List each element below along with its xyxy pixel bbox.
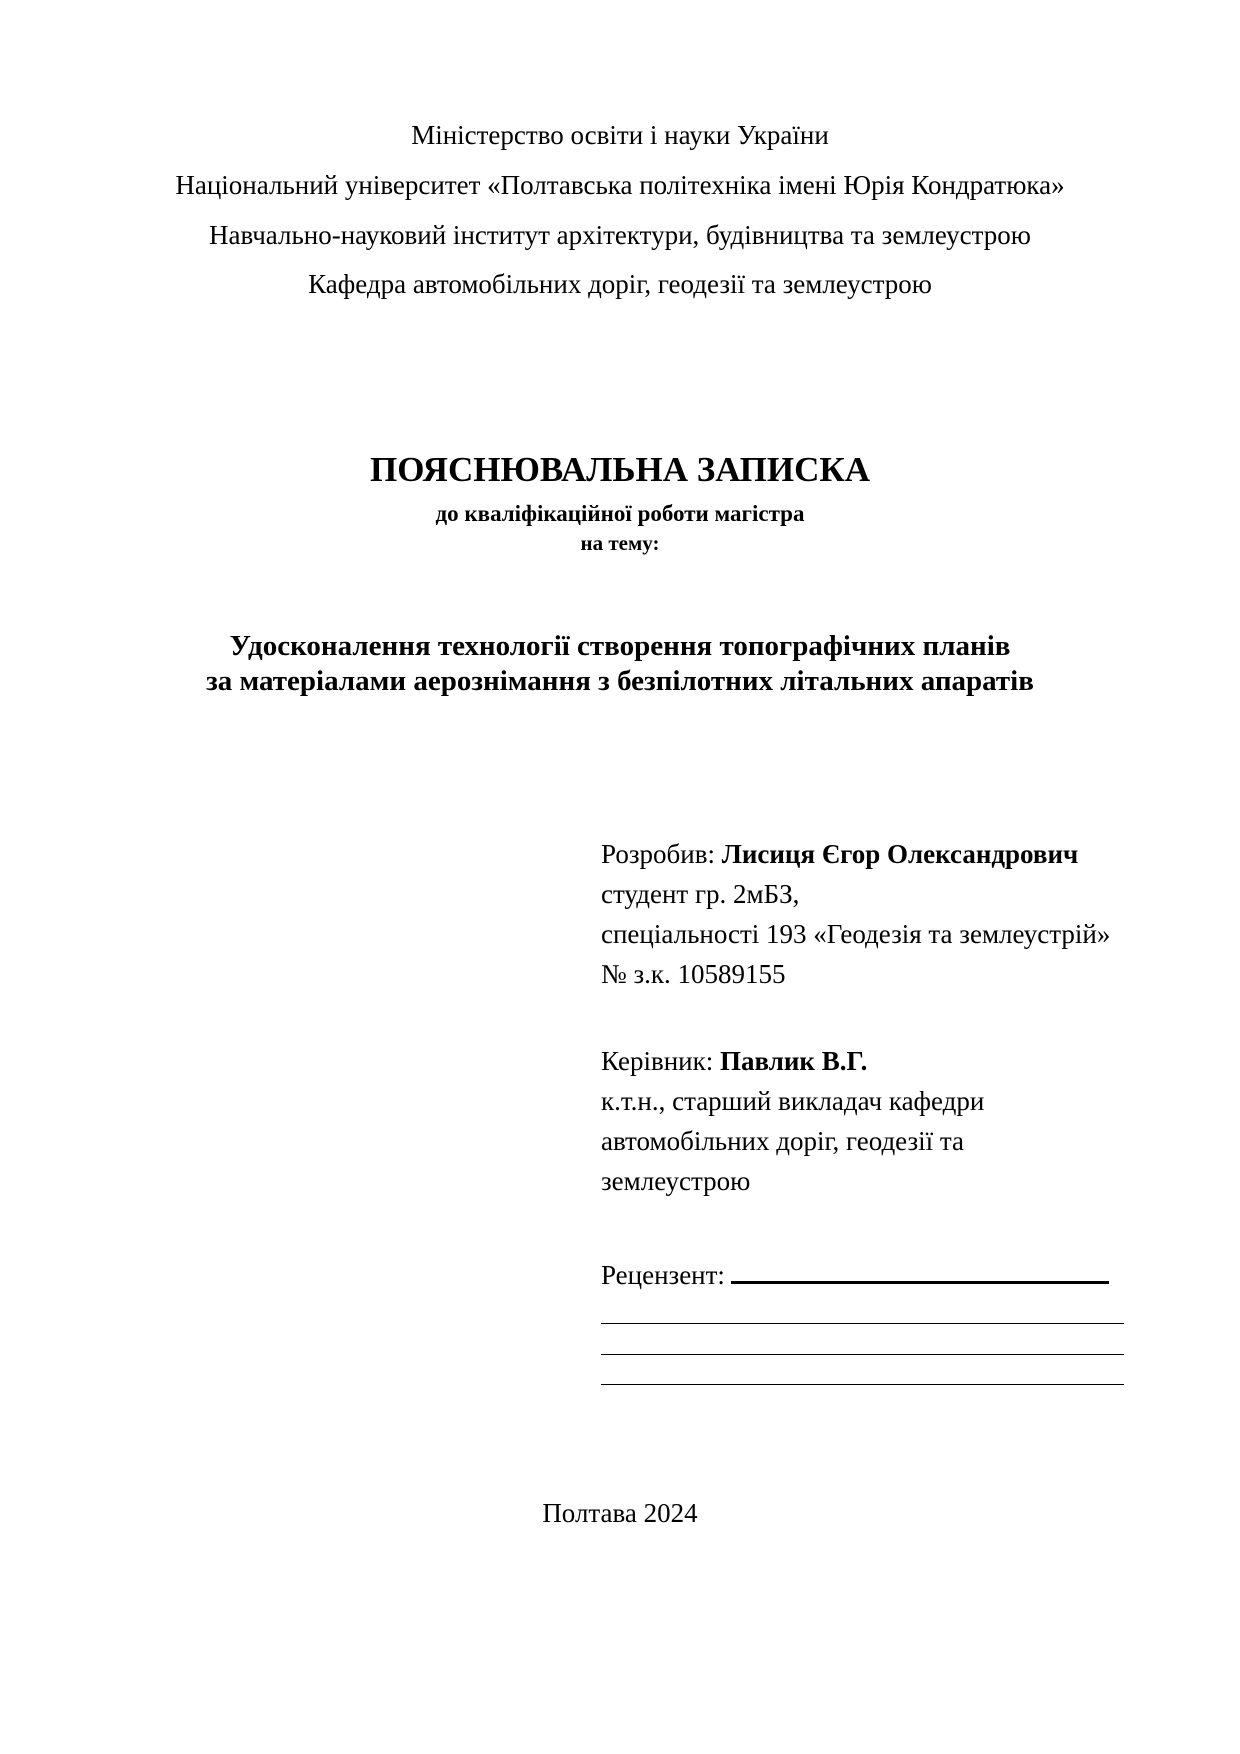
ministry-heading: Міністерство освіти і науки України xyxy=(411,120,829,150)
developer-block xyxy=(601,834,1110,994)
developer-record-book: № з.к. 10589155 xyxy=(601,959,786,989)
supervisor-position-3: землеустрою xyxy=(601,1166,751,1196)
reviewer-blank-line-1 xyxy=(601,1323,1124,1324)
department-heading: Кафедра автомобільних доріг, геодезії та землеустрою xyxy=(308,269,932,299)
reviewer-blank-line-2 xyxy=(601,1354,1124,1355)
institute-heading: Навчально-науковий інститут архітектури, будівництва та землеустрою xyxy=(209,220,1031,250)
supervisor-position-2: автомобільних доріг, геодезії та xyxy=(601,1126,965,1156)
university-heading: Національний університет «Полтавська політехніка імені Юрія Кондратюка» xyxy=(175,170,1065,200)
supervisor-line xyxy=(601,1041,984,1081)
reviewer-blank-line-3 xyxy=(601,1384,1124,1385)
reviewer-label: Рецензент: xyxy=(601,1260,725,1290)
developer-label: Розробив: xyxy=(601,839,715,869)
developer-name: Лисиця Єгор Олександрович xyxy=(721,839,1079,869)
subject-label: на тему: xyxy=(580,531,660,555)
reviewer-signature-line xyxy=(731,1259,1109,1284)
city-year: Полтава 2024 xyxy=(542,1498,698,1528)
developer-group: студент гр. 2мБЗ, xyxy=(601,879,800,909)
supervisor-position-1: к.т.н., старший викладач кафедри xyxy=(601,1086,985,1116)
topic-line-2: за матеріалами аерознімання з безпілотних літальних апаратів xyxy=(206,665,1034,697)
supervisor-label: Керівник: xyxy=(601,1046,714,1076)
reviewer-block xyxy=(601,1255,1109,1295)
document-title: ПОЯСНЮВАЛЬНА ЗАПИСКА xyxy=(369,450,871,489)
developer-line xyxy=(601,834,1110,874)
reviewer-line xyxy=(601,1255,1109,1295)
supervisor-name: Павлик В.Г. xyxy=(719,1046,868,1076)
supervisor-block xyxy=(601,1041,984,1201)
document-subtitle: до кваліфікаційної роботи магістра xyxy=(435,501,805,526)
topic-line-1: Удосконалення технології створення топографічних планів xyxy=(229,630,1011,662)
developer-specialty: спеціальності 193 «Геодезія та землеустрій» xyxy=(601,919,1111,949)
